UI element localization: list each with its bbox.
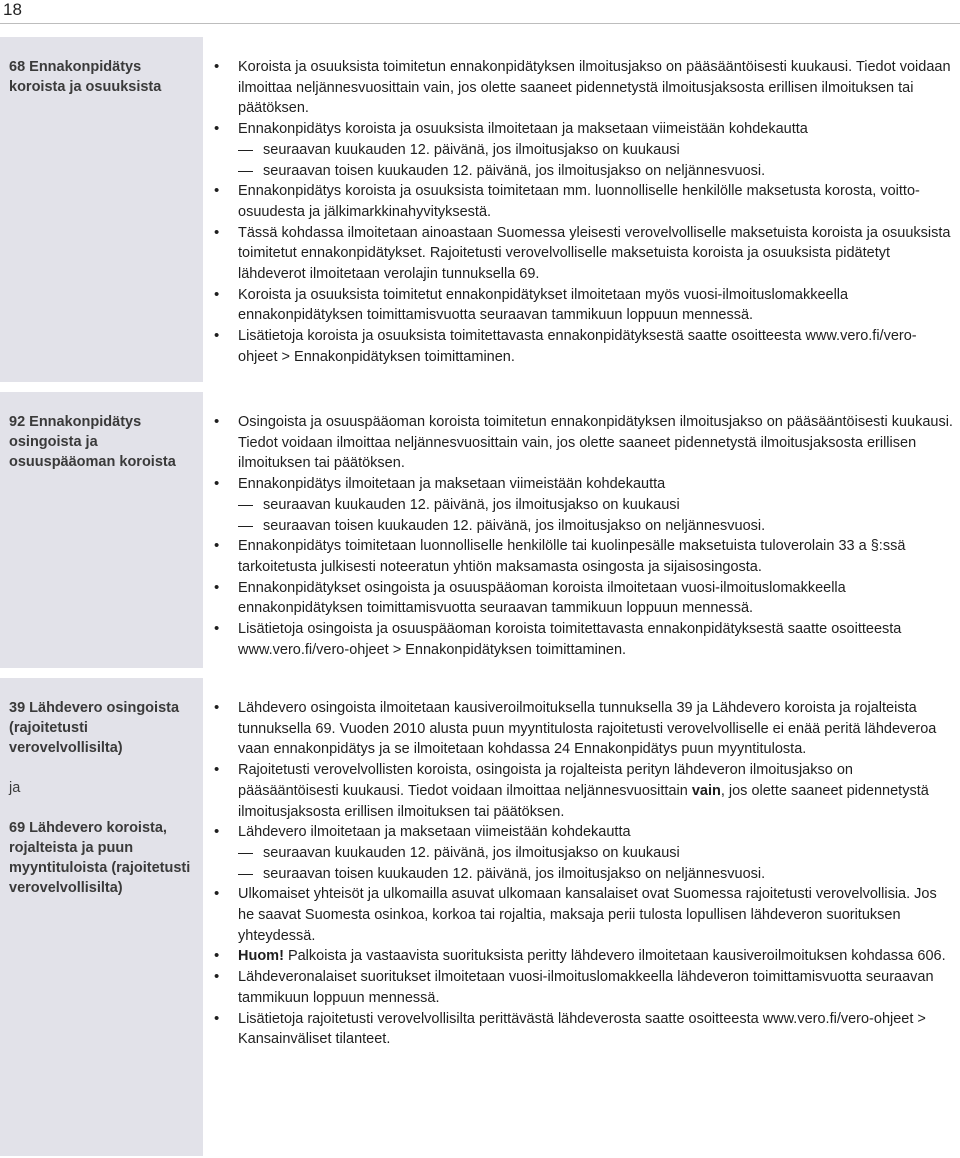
bullet-item: • Tässä kohdassa ilmoitetaan ainoastaan Suomessa yleisesti verovelvolliselle maksetuista koroista ja osuuksista toimitetut ennakonpidätykset. Rajoitetusti verovelvolliselle maksetuista koroista ja osuuksista pidätetyt lähdeverot ilmoitetaan verolajin tunnuksella 69. [213,223,956,285]
bullet-item: • Ulkomaiset yhteisöt ja ulkomailla asuvat ulkomaan kansalaiset ovat Suomessa rajoitetusti verovelvollisia. Jos he saavat Suomesta osinkoa, korkoa tai rojaltia, maksaja perii tulosta lopullisen lähdeveron suorituksen yhteydessä. [213,884,956,946]
bullet-item: • Ennakonpidätykset osingoista ja osuuspääoman koroista ilmoitetaan vuosi-ilmoituslomakkeella ennakonpidätyksen toimittamisvuotta seuraavan tammikuun loppuun mennessä. [213,578,956,619]
section-heading-connector: ja [9,780,21,796]
section-heading-text: 68 Ennakonpidätys koroista ja osuuksista [9,59,162,95]
emphasis-text: vain [691,782,721,799]
bullet-item: • Lähdeveronalaiset suoritukset ilmoitetaan vuosi-ilmoituslomakkeella lähdeveron toimittamisvuotta seuraavan tammikuun loppuun mennessä. [213,967,956,1008]
bullet-text: Rajoitetusti verovelvollisten koroista, osingoista ja rojalteista perityn lähdeveron ilmoitusjakso on pääsääntöisesti kuukausi. Tiedot voidaan ilmoittaa neljännesvuosittain [238,762,853,799]
bullet-item: • Ennakonpidätys koroista ja osuuksista ilmoitetaan ja maksetaan viimeistään kohdekautta [213,119,956,140]
bullet-item: • Ennakonpidätys koroista ja osuuksista toimitetaan mm. luonnolliselle henkilölle maksetusta korosta, voitto-osuudesta ja jälkimarkkinahyvityksestä. [213,181,956,222]
dash-item: seuraavan kuukauden 12. päivänä, jos ilmoitusjakso on kuukausi [213,843,956,864]
bullet-text: , jos olette saaneet pidennetystä ilmoitusjaksosta erillisen ilmoituksen tai päätöksen. [238,782,929,820]
dash-item: seuraavan toisen kuukauden 12. päivänä, jos ilmoitusjakso on neljännesvuosi. [213,516,956,537]
bullet-item: • Koroista ja osuuksista toimitetun ennakonpidätyksen ilmoitusjakso on pääsääntöisesti kuukausi. Tiedot voidaan ilmoittaa neljännesvuosittain vain, jos olette saaneet pidennetystä ilmoitusjaksosta erillisen ilmoituksen tai päätöksen. [213,57,956,119]
bullet-item [213,760,956,822]
section-heading [9,698,199,898]
bullet-item: • Lisätietoja rajoitetusti verovelvollisilta perittävästä lähdeverosta saatte osoitteesta www.vero.fi/vero-ohjeet > Kansainväliset tilanteet. [213,1009,956,1050]
section-body [213,57,956,368]
section-heading-text: 69 Lähdevero koroista, rojalteista ja puun myyntituloista (rajoitetusti verovelvollisilta) [9,820,191,896]
section-body [213,412,956,660]
dash-item: seuraavan kuukauden 12. päivänä, jos ilmoitusjakso on kuukausi [213,140,956,161]
section-heading [9,412,199,472]
section-sidebar [0,37,203,382]
page-number: 18 [3,0,22,19]
section-sidebar [0,678,203,1156]
bullet-text: Palkoista ja vastaavista suorituksista peritty lähdevero ilmoitetaan kausiveroilmoituksen kohdassa 606. [283,948,946,965]
bullet-item: • Osingoista ja osuuspääoman koroista toimitetun ennakonpidätyksen ilmoitusjakso on pääsääntöisesti kuukausi. Tiedot voidaan ilmoittaa neljännesvuosittain vain, jos olette saaneet pidennetystä ilmoitusjaksosta erillisen ilmoituksen tai päätöksen. [213,412,956,474]
top-divider [0,23,960,24]
dash-item: seuraavan toisen kuukauden 12. päivänä, jos ilmoitusjakso on neljännesvuosi. [213,864,956,885]
section-heading-text: 92 Ennakonpidätys osingoista ja osuuspääoman koroista [9,414,176,470]
section-68 [0,37,960,382]
bullet-item: • Lisätietoja koroista ja osuuksista toimitettavasta ennakonpidätyksestä saatte osoitteesta www.vero.fi/vero-ohjeet > Ennakonpidätyksen toimittaminen. [213,326,956,367]
bullet-item: • Koroista ja osuuksista toimitetut ennakonpidätykset ilmoitetaan myös vuosi-ilmoituslomakkeella ennakonpidätyksen toimittamisvuotta seuraavan tammikuun loppuun mennessä. [213,285,956,326]
section-body [213,698,956,1050]
bullet-item: • Lähdevero osingoista ilmoitetaan kausiveroilmoituksella tunnuksella 39 ja Lähdevero koroista ja rojalteista tunnuksella 69. Vuoden 2010 alusta puun myyntitulosta rajoitetusti verovelvolliselle ei enää peritä lähdeveroa vaan ennakonpidätys ja se ilmoitetaan kohdassa 24 Ennakonpidätys puun myyntitulosta. [213,698,956,760]
section-heading-text: 39 Lähdevero osingoista (rajoitetusti verovelvollisilta) [9,700,180,756]
bullet-item: • Ennakonpidätys ilmoitetaan ja maksetaan viimeistään kohdekautta [213,474,956,495]
section-heading [9,57,199,97]
bullet-item: • Lähdevero ilmoitetaan ja maksetaan viimeistään kohdekautta [213,822,956,843]
bullet-item [213,946,956,967]
section-39-69 [0,678,960,1156]
note-label: Huom! [238,948,284,965]
bullet-item: • Lisätietoja osingoista ja osuuspääoman koroista toimitettavasta ennakonpidätyksestä saatte osoitteesta www.vero.fi/vero-ohjeet > Ennakonpidätyksen toimittaminen. [213,619,956,660]
section-92 [0,392,960,668]
section-sidebar [0,392,203,668]
dash-item: seuraavan toisen kuukauden 12. päivänä, jos ilmoitusjakso on neljännesvuosi. [213,161,956,182]
bullet-item: • Ennakonpidätys toimitetaan luonnolliselle henkilölle tai kuolinpesälle maksetuista tuloverolain 33 a §:ssä tarkoitetusta julkisesti noteeratun yhtiön maksamasta osingosta ja sijaisosingosta. [213,536,956,577]
dash-item: seuraavan kuukauden 12. päivänä, jos ilmoitusjakso on kuukausi [213,495,956,516]
